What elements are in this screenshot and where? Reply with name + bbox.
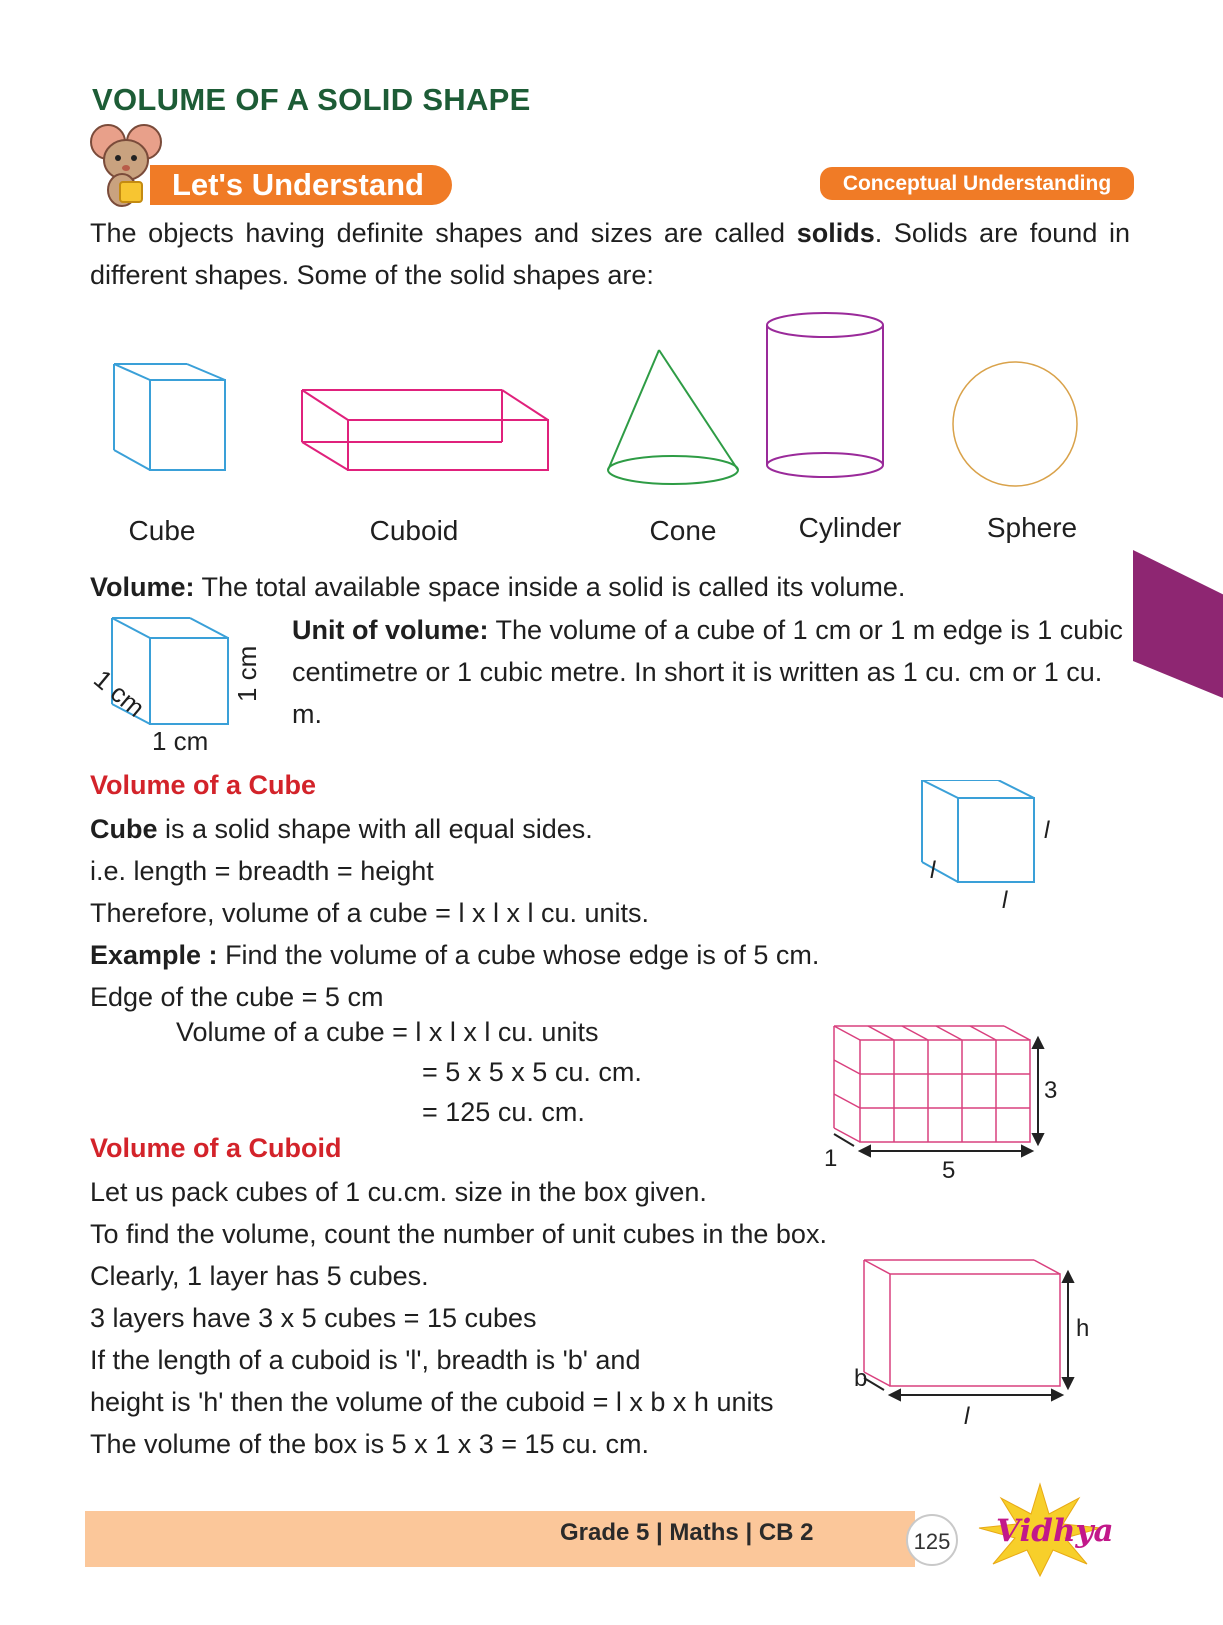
lets-understand-banner: Let's Understand: [150, 165, 452, 205]
volume-of-cuboid-heading: Volume of a Cuboid: [90, 1133, 342, 1163]
cube-description: Cube is a solid shape with all equal sides. i.e. length = breadth = height Therefore, volume of a cube = l x l x l cu. units. Example : Find the volume of a cube whose edge is of 5 cm. Edge of the cube = 5 cm: [90, 814, 820, 1012]
page-title: VOLUME OF A SOLID SHAPE: [92, 82, 531, 117]
cube-solution-step-1: Volume of a cube = l x l x l cu. units: [176, 1017, 599, 1047]
solid-shapes-illustration: [100, 310, 1120, 500]
unit-cube-figure: [86, 612, 266, 762]
intro-paragraph: The objects having definite shapes and sizes are called solids. Solids are found in different shapes. Some of the solid shapes are:: [90, 218, 1130, 290]
grid-length-label: 5: [942, 1157, 956, 1184]
cube-length-label: l: [1002, 887, 1008, 914]
label-cube: Cube: [128, 515, 196, 546]
label-cylinder: Cylinder: [798, 512, 902, 543]
cube-edge-figure: [920, 780, 1080, 920]
sphere-figure: [953, 362, 1077, 486]
cuboid-dimensions-figure: [850, 1252, 1110, 1432]
page-number: 125: [906, 1514, 958, 1566]
cuboid-breadth-label: b: [854, 1365, 868, 1392]
conceptual-understanding-tag: Conceptual Understanding: [820, 167, 1134, 200]
unit-cube-length-label: 1 cm: [152, 726, 209, 756]
vidhya-brand-logo: Vidhya: [996, 1513, 1114, 1549]
unit-cubes-box-figure: [820, 1018, 1080, 1188]
cube-solution-step-3: = 125 cu. cm.: [422, 1097, 585, 1127]
label-sphere: Sphere: [986, 512, 1078, 543]
label-cone: Cone: [649, 515, 717, 546]
volume-of-cube-heading: Volume of a Cube: [90, 770, 317, 800]
unit-cube-height-label: 1 cm: [232, 645, 262, 702]
cylinder-figure: [767, 313, 883, 477]
label-cuboid: Cuboid: [369, 515, 459, 546]
unit-cube-breadth-label: 1 cm: [88, 663, 151, 723]
cuboid-description: Let us pack cubes of 1 cu.cm. size in the box given. To find the volume, count the number of unit cubes in the box. Clearly, 1 layer has 5 cubes. 3 layers have 3 x 5 cubes = 15 cubes If the length of a cuboid is 'l', breadth is 'b' and height is 'h' then the volume of the cuboid = l x b x h units The volume of the box is 5 x 1 x 3 = 15 cu. cm.: [90, 1177, 827, 1459]
cuboid-length-label: l: [964, 1403, 970, 1430]
unit-of-volume-paragraph: Unit of volume: The volume of a cube of 1 cm or 1 m edge is 1 cubic centimetre or 1 cubic metre. In short it is written as 1 cu. cm or 1 cu. m.: [292, 615, 1123, 729]
footer-course-info: Grade 5 | Maths | CB 2: [560, 1519, 814, 1546]
cube-breadth-label: l: [930, 857, 936, 884]
cone-figure: [608, 350, 738, 484]
grid-height-label: 3: [1044, 1077, 1058, 1104]
volume-definition: Volume: The total available space inside a solid is called its volume.: [90, 572, 906, 602]
cube-figure: [114, 364, 225, 470]
cube-solution-step-2: = 5 x 5 x 5 cu. cm.: [422, 1057, 642, 1087]
cuboid-figure: [302, 390, 548, 470]
grid-breadth-label: 1: [824, 1145, 838, 1172]
cube-height-label: l: [1044, 817, 1050, 844]
chapter-side-tab: [1133, 550, 1223, 698]
cuboid-height-label: h: [1076, 1315, 1090, 1342]
